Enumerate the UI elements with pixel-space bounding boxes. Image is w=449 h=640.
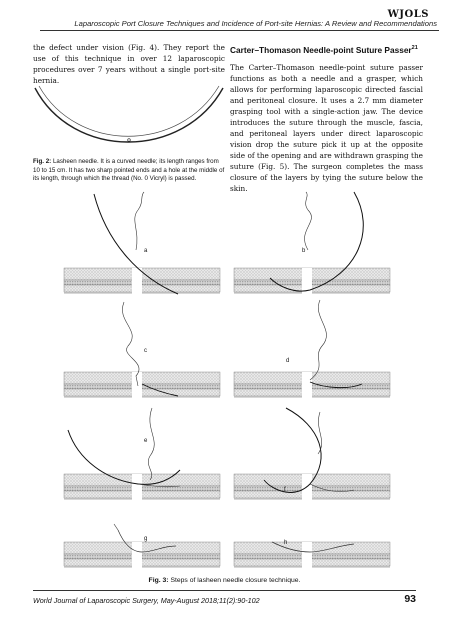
- panel-label-d: d: [286, 358, 290, 364]
- figure3-illustration: [58, 190, 410, 574]
- left-column: [33, 42, 225, 86]
- suture-thread: [305, 192, 312, 250]
- panel-f: [234, 408, 390, 500]
- suture-tail: [114, 524, 118, 530]
- right-paragraph: The Carter–Thomason needle-point suture passer functions as both a needle and a grasper, which allows for performing laparoscopic directed fascial and peritoneal closure. It uses a 2.7 mm diameter grasping tool with a single-action jaw. The device introduces the suture through the muscle, fascia, and peritoneal layers under direct laparoscopic vision drop the suture pick it up at the opposite side of the opening and are withdrawn grasping the suture (Fig. 5). The surgeon completes the mass closure of the layers by tying the suture below the skin.: [230, 62, 423, 193]
- running-head: Laparoscopic Port Closure Techniques and Incidence of Port-site Hernias: A Review and Recommendations: [74, 19, 437, 28]
- figure2-caption: [33, 158, 225, 184]
- panel-h: [234, 542, 390, 568]
- footer-rule: [33, 590, 416, 591]
- panel-label-c: c: [144, 348, 147, 354]
- panel-label-f: f: [284, 487, 286, 493]
- panel-label-h: h: [284, 540, 288, 546]
- section-heading: [230, 42, 423, 56]
- right-column: [230, 42, 423, 194]
- needle-outer-curve: [35, 88, 223, 142]
- suture-thread: [310, 300, 326, 380]
- figure2-caption-text: Lasheen needle. It is a curved needle; its length ranges from 10 to 15 cm. It has two sharp pointed ends and a hole at the middle of its length, through which the thread (No. 0 Vicryl) is passed.: [33, 158, 225, 182]
- panel-e: [64, 408, 220, 500]
- panel-a: [64, 192, 220, 294]
- section-heading-text: Carter–Thomason Needle-point Suture Passer: [230, 44, 412, 55]
- figure3-caption: [0, 577, 449, 584]
- suture-thread: [135, 192, 144, 250]
- needle-inner-curve: [39, 86, 219, 136]
- panel-label-e: e: [144, 438, 148, 444]
- needle-eye-icon: [128, 139, 131, 142]
- figure3-caption-text: Steps of lasheen needle closure technique.: [168, 577, 301, 584]
- panel-label-a: a: [144, 248, 148, 254]
- suture-thread: [148, 408, 154, 480]
- page-number: 93: [404, 593, 416, 605]
- panel-label-b: b: [302, 248, 306, 254]
- journal-brand: WJOLS: [387, 9, 429, 20]
- panel-g: [64, 524, 220, 568]
- header-rule: [40, 30, 439, 31]
- panel-label-g: g: [144, 536, 148, 542]
- lasheen-needle-figure: [33, 82, 225, 152]
- left-paragraph: the defect under vision (Fig. 4). They report the use of this technique in over 12 laparoscopic procedures over 7 years without a single port-site hernia.: [33, 43, 225, 85]
- figure2-label: Fig. 2:: [33, 158, 52, 165]
- panel-d: [234, 300, 390, 398]
- footer-journal: World Journal of Laparoscopic Surgery, May-August 2018;11(2):90-102: [33, 596, 260, 605]
- figure3-label: Fig. 3:: [148, 577, 169, 584]
- panel-b: [234, 192, 390, 294]
- panel-c: [64, 302, 220, 398]
- section-heading-ref: 21: [411, 45, 418, 51]
